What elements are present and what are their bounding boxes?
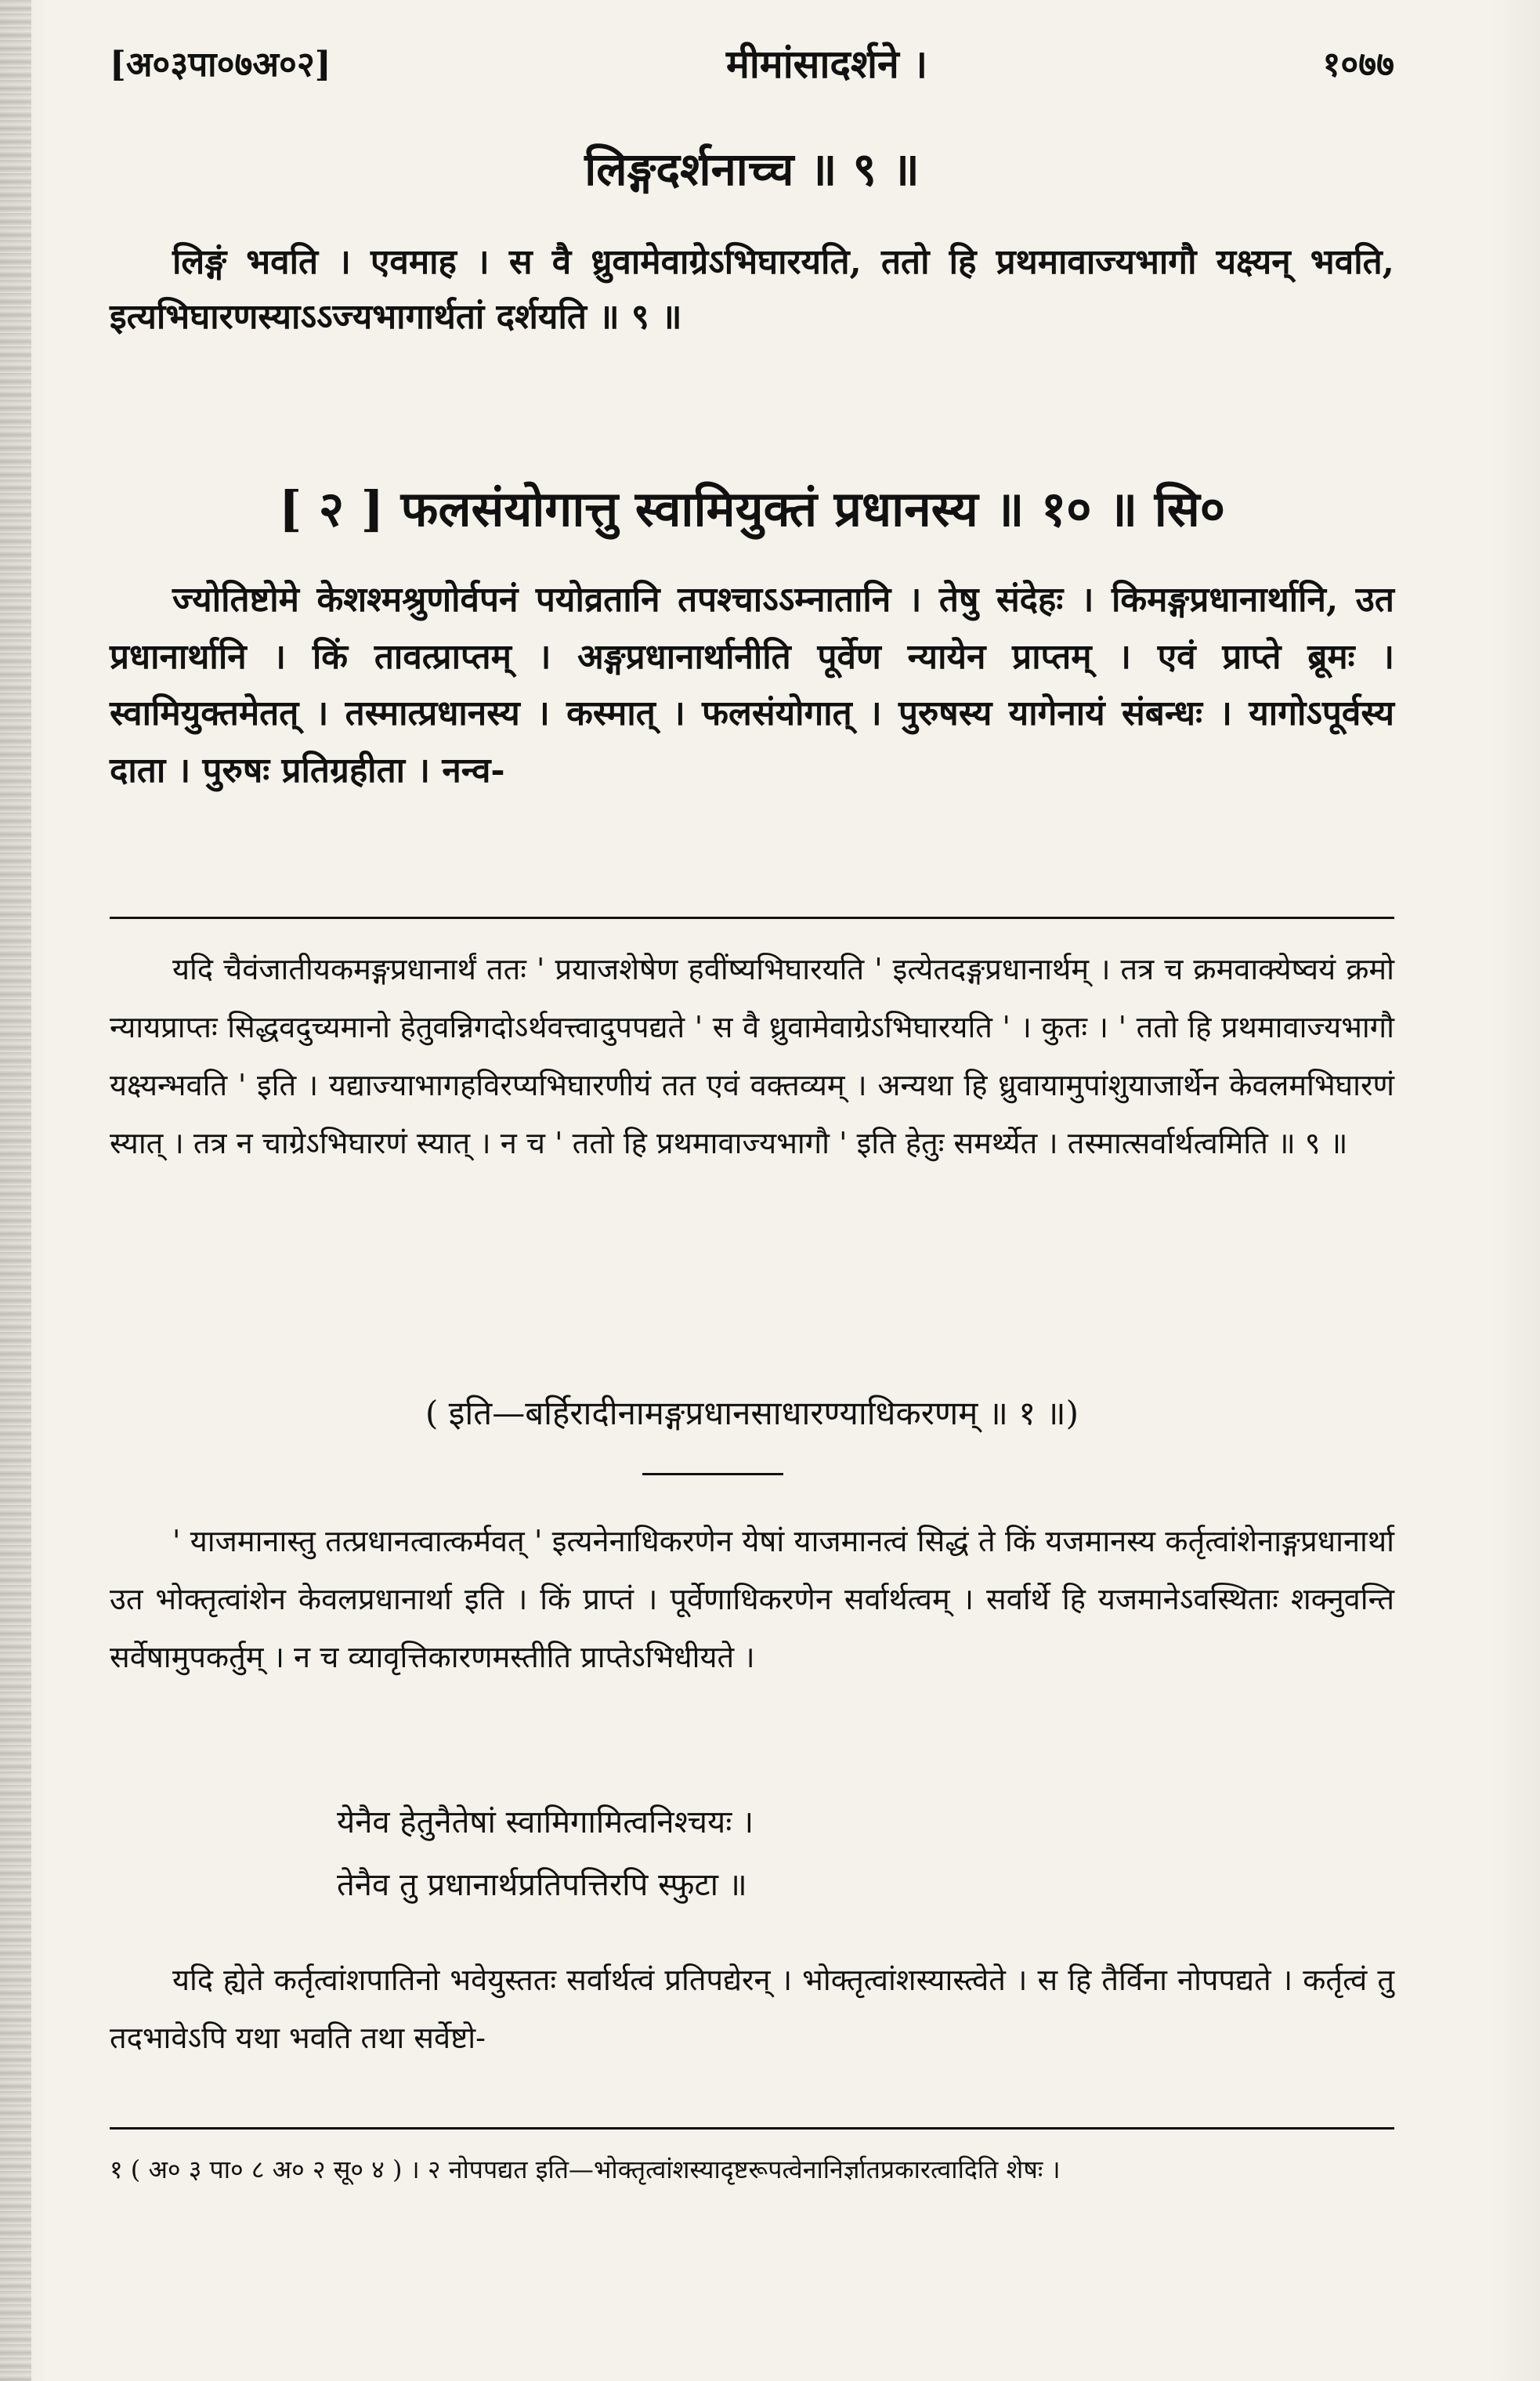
subcommentary-paragraph-3: यदि ह्येते कर्तृत्वांशपातिनो भवेयुस्ततः सर्वार्थत्वं प्रतिपद्येरन् । भोक्तृत्वांशस्यास्त्वेते । स हि तैर्विना नोपपद्यते । कर्तृत्वं तु तदभावेऽपि यथा भवति तथा सर्वेष्टो- (110, 1963, 1394, 2056)
verse-line-2: तेनैव तु प्रधानार्थप्रतिपत्तिरपि स्फुटा ॥ (337, 1867, 747, 1903)
subcommentary-paragraph-2: ' याजमानास्तु तत्प्रधानत्वात्कर्मवत् ' इत्यनेनाधिकरणेन येषां याजमानत्वं सिद्धं ते किं यजमानस्य कर्तृत्वांशेनाङ्गप्रधानार्था उत भोक्तृत्वांशेन केवलप्रधानार्था इति । किं प्राप्तं । पूर्वेणाधिकरणेन सर्वार्थत्वम् । सर्वार्थे हि यजमानेऽवस्थिताः शक्नुवन्ति सर्वेषामुपकर्तुम् । न च व्यावृत्तिकारणमस्तीति प्राप्तेऽभिधीयते । (110, 1524, 1394, 1675)
commentary-paragraph-1: लिङ्गं भवति । एवमाह । स वै ध्रुवामेवाग्रेऽभिघारयति, ततो हि प्रथमावाज्यभागौ यक्ष्यन् भवति, इत्यभिघारणस्याऽऽज्यभागार्थतां दर्शयति ॥ ९ ॥ (110, 242, 1394, 338)
sutra-heading-1: लिङ्गदर्शनाच्च ॥ ९ ॥ (584, 143, 920, 196)
adhikarana-closing: ( इति—बर्हिरादीनामङ्गप्रधानसाधारण्याधिकरणम् ॥ १ ॥) (425, 1394, 1079, 1432)
verse-line-1: येनैव हेतुनैतेषां स्वामिगामित्वनिश्चयः । (337, 1804, 754, 1840)
header-page-number: १०७७ (1322, 45, 1394, 85)
sutra-heading-2: [ २ ] फलसंयोगात्तु स्वामियुक्तं प्रधानस्य ॥ १० ॥ सि० (279, 480, 1225, 537)
scan-edge-shadow (0, 0, 31, 2381)
header-section-ref: [अ०३पा०७अ०२] (110, 45, 331, 85)
subcommentary-paragraph-1: यदि चैवंजातीयकमङ्गप्रधानार्थं ततः ' प्रयाजशेषेण हवींष्यभिघारयति ' इत्येतदङ्गप्रधानार्थम् । तत्र च क्रमवाक्येष्वयं क्रमो न्यायप्राप्तः सिद्धवदुच्यमानो हेतुवन्निगदोऽर्थवत्त्वादुपपद्यते ' स वै ध्रुवामेवाग्रेऽभिघारयति ' । कुतः । ' ततो हि प्रथमावाज्यभागौ यक्ष्यन्भवति ' इति । यद्याज्याभागहविरप्यभिघारणीयं तत एवं वक्तव्यम् । अन्यथा हि ध्रुवायामुपांशुयाजार्थेन केवलमभिघारणं स्यात् । तत्र न चाग्रेऽभिघारणं स्यात् । न च ' ततो हि प्रथमावाज्यभागौ ' इति हेतुः समर्थ्येत । तस्मात्सर्वार्थत्वमिति ॥ ९ ॥ (110, 952, 1394, 1161)
section-divider (110, 917, 1394, 919)
running-header (110, 31, 1394, 94)
header-book-title: मीमांसादर्शने । (725, 41, 928, 87)
footnote-divider (110, 2127, 1394, 2130)
commentary-paragraph-2: ज्योतिष्टोमे केशश्मश्रुणोर्वपनं पयोव्रतानि तपश्चाऽऽम्नातानि । तेषु संदेहः । किमङ्गप्रधानार्थानि, उत प्रधानार्थानि । किं तावत्प्राप्तम् । अङ्गप्रधानार्थानीति पूर्वेण न्यायेन प्राप्तम् । एवं प्राप्ते ब्रूमः । स्वामियुक्तमेतत् । तस्मात्प्रधानस्य । कस्मात् । फलसंयोगात् । पुरुषस्य यागेनायं संबन्धः । यागोऽपूर्वस्य दाता । पुरुषः प्रतिग्रहीता । नन्व- (110, 580, 1395, 791)
short-divider (642, 1473, 783, 1475)
footnotes: १ ( अ० ३ पा० ८ अ० २ सू० ४ ) । २ नोपपद्यत इति—भोक्तृत्वांशस्यादृष्टरूपत्वेनानिर्ज्ञातप्रकारत्वादिति शेषः । (110, 2155, 1061, 2184)
